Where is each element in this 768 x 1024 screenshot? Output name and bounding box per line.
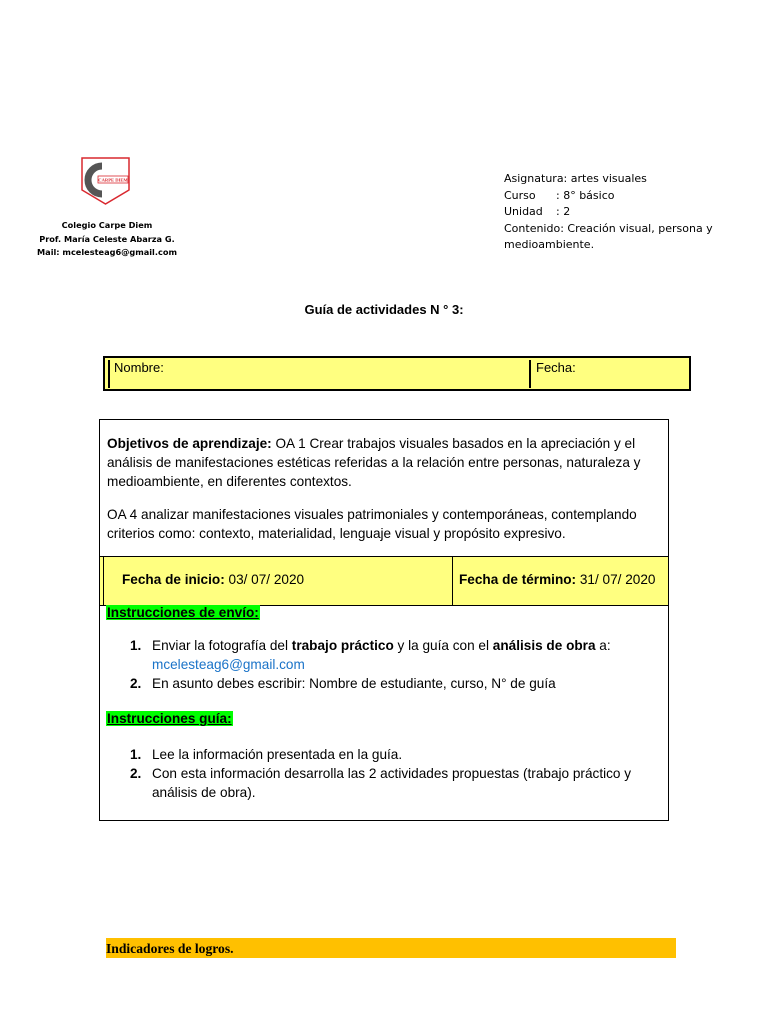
guide-instructions-list bbox=[106, 745, 646, 802]
subject-line: Asignatura: artes visuales bbox=[504, 172, 647, 185]
name-label: Nombre: bbox=[114, 360, 164, 375]
objective-oa4: OA 4 analizar manifestaciones visuales patrimoniales y contemporáneas, contemplando criterios como: contexto, materialidad, lenguaje visual y propósito expresivo. bbox=[107, 507, 637, 541]
school-name: Colegio Carpe Diem bbox=[61, 220, 153, 230]
send-instructions-title: Instrucciones de envío: bbox=[107, 605, 259, 620]
teacher-name: Prof. María Celeste Abarza G. bbox=[39, 233, 175, 244]
content-line: Contenido: Creación visual, persona y bbox=[504, 221, 713, 235]
dates-row bbox=[100, 556, 668, 606]
start-date: Fecha de inicio: 03/ 07/ 2020 bbox=[122, 572, 305, 587]
email-link[interactable]: mcelesteag6@gmail.com bbox=[152, 657, 305, 672]
end-date: Fecha de término: 31/ 07/ 2020 bbox=[459, 572, 656, 587]
unit-line: Unidad : 2 bbox=[504, 205, 571, 219]
divider bbox=[529, 360, 531, 388]
school-info bbox=[30, 219, 184, 260]
date-label: Fecha: bbox=[536, 360, 576, 375]
course-line: Curso : 8° básico bbox=[504, 188, 615, 202]
page-title: Guía de actividades N ° 3: bbox=[304, 302, 464, 317]
list-item: 2. En asunto debes escribir: Nombre de estudiante, curso, N° de guía bbox=[130, 676, 556, 691]
guide-instructions-title: Instrucciones guía: bbox=[107, 711, 232, 726]
list-item: 2. Con esta información desarrolla las 2 actividades propuestas (trabajo práctico y análisis de obra). bbox=[130, 766, 632, 800]
logo-text: CARPE DIEM bbox=[98, 177, 128, 183]
school-logo bbox=[80, 157, 131, 205]
list-item: 1. Lee la información presentada en la guía. bbox=[130, 747, 403, 762]
content-line-2: medioambiente. bbox=[504, 238, 595, 252]
subject-info bbox=[504, 171, 714, 254]
indicators-heading: Indicadores de logros. bbox=[106, 938, 676, 958]
objectives-section bbox=[107, 434, 655, 557]
activity-box bbox=[99, 419, 669, 821]
teacher-mail: Mail: mcelesteag6@gmail.com bbox=[37, 247, 177, 257]
list-item: 1. Enviar la fotografía del trabajo práctico y la guía con el análisis de obra a: mcelesteag6@gmail.com bbox=[130, 638, 611, 672]
send-instructions-list bbox=[106, 636, 646, 693]
name-date-bar bbox=[103, 356, 691, 391]
divider bbox=[108, 360, 110, 388]
objective-oa1: Objetivos de aprendizaje: OA 1 Crear trabajos visuales basados en la apreciación y el análisis de manifestaciones estéticas referidas a la relación entre personas, naturaleza y medioambiente, en diferentes contextos. bbox=[107, 436, 641, 489]
